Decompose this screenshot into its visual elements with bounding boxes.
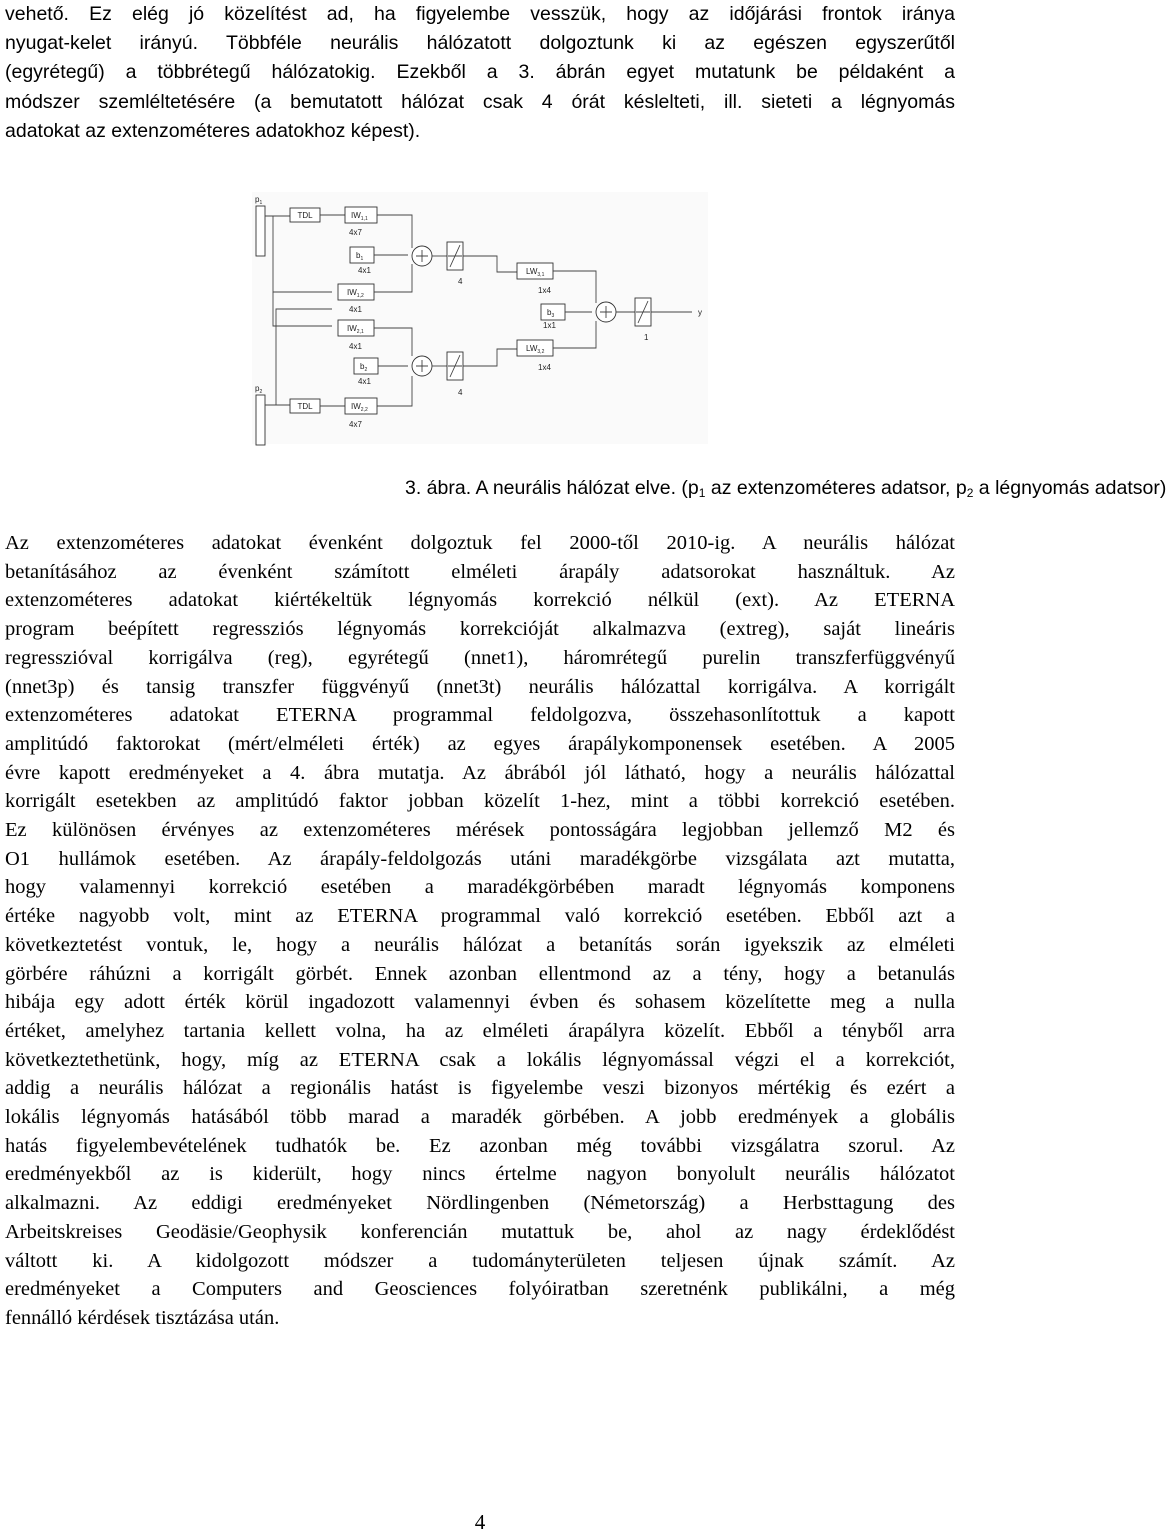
bias-b1-label: $b_1$ (356, 251, 364, 262)
body-line: extenzométeres adatokat kiértékeltük légnyomás korrekció nélkül (ext). Az ETERNA (5, 589, 955, 612)
weight-dim: 4x7 (349, 420, 362, 429)
intro-line: módszer szemléltetésére (a bemutatott hálózat csak 4 órát késlelteti, ill. sieteti a légnyomás (5, 90, 955, 113)
bias-b2-label: $b_2$ (360, 362, 368, 373)
weight-dim: 1x4 (538, 363, 551, 372)
weight-dim: 4x1 (349, 342, 362, 351)
body-line: program beépített regressziós légnyomás korrekcióját alkalmazva (extreg), saját lineáris (5, 618, 955, 641)
body-line: betanításához az évenként számított elméleti árapály adatsorokat használtuk. Az (5, 560, 955, 583)
weight-iw12-label: $IW_{1,2}$ (347, 288, 364, 299)
body-line: értéket, amelyhez tartania kellett volna, ha az elméleti árapályra közelít. Ebből a tényből arra (5, 1019, 955, 1042)
body-line: (nnet3p) és tansig transzfer függvényű (nnet3t) neurális hálózattal korrigálva. A korrigált (5, 675, 955, 698)
body-line: váltott ki. A kidolgozott módszer a tudományterületen teljesen újnak számít. Az (5, 1249, 955, 1272)
tdl-label: TDL (297, 402, 313, 411)
weight-iw22-label: $IW_{2,2}$ (351, 402, 368, 413)
weight-dim: 4x1 (349, 305, 362, 314)
neural-network-diagram (252, 192, 708, 444)
body-line: görbére ráhúzni a korrigált görbét. Ennek azonban ellentmond az a tény, hogy a betanulás (5, 962, 955, 985)
body-line: értéke nagyobb volt, mint az ETERNA programmal való korrekció esetében. Ebből azt a (5, 905, 955, 928)
body-line: hogy valamennyi korrekció esetében a maradékgörbében maradt légnyomás komponens (5, 876, 955, 899)
layer-size: 4 (458, 277, 463, 286)
body-line: Arbeitskreises Geodäsie/Geophysik konferencián mutattuk be, ahol az nagy érdeklődést (5, 1220, 955, 1243)
weight-dim: 1x4 (538, 286, 551, 295)
input-p2-label: $p_2$ (255, 384, 263, 395)
body-line: addig a neurális hálózat a regionális hatást is figyelembe veszi bizonyos mértékig és ezért a (5, 1077, 955, 1100)
input-p1-vector (256, 206, 265, 256)
body-line: amplitúdó faktorokat (mért/elméleti érték) az egyes árapálykomponensek esetében. A 2005 (5, 732, 955, 755)
weight-iw21-label: $IW_{2,1}$ (347, 324, 364, 335)
body-line: eredményeket a Computers and Geosciences folyóiratban szeretnénk publikálni, a még (5, 1278, 955, 1301)
body-line: lokális légnyomás hatásából több marad a maradék görbében. A jobb eredmények a globális (5, 1106, 955, 1129)
weight-dim: 4x1 (358, 377, 371, 386)
intro-line: nyugat-kelet irányú. Többféle neurális hálózatott dolgoztunk ki az egészen egyszerűtől (5, 32, 955, 55)
layer-size: 1 (644, 333, 649, 342)
body-paragraph (5, 529, 955, 1333)
weight-dim: 4x7 (349, 228, 362, 237)
body-line: O1 hullámok esetében. Az árapály-feldolgozás utáni maradékgörbe vizsgálata azt mutatta, (5, 847, 955, 870)
weight-lw31-label: $LW_{3,1}$ (526, 267, 545, 278)
figure-caption: 3. ábra. A neurális hálózat elve. ($p_1$ az extenzométeres adatsor, $p_2$ a légnyomás adatsor) (405, 477, 1166, 500)
intro-paragraph (5, 0, 955, 146)
body-line: következtetést vontuk, le, hogy a neurális hálózat a betanítás során igyekszik az elméleti (5, 933, 955, 956)
body-line: következtethetünk, hogy, míg az ETERNA csak a lokális légnyomással végzi el a korrekciót, (5, 1048, 955, 1071)
bias-b3-label: $b_3$ (547, 308, 555, 319)
intro-line: vehető. Ez elég jó közelítést ad, ha figyelembe vesszük, hogy az időjárási frontok iránya (5, 3, 955, 25)
weight-iw11-label: $IW_{1,1}$ (351, 211, 368, 222)
intro-line: adatokat az extenzométeres adatokhoz képest). (5, 119, 421, 142)
weight-dim: 4x1 (358, 266, 371, 275)
body-line: évre kapott eredményeket a 4. ábra mutatja. Az ábrából jól látható, hogy a neurális hálózattal (5, 761, 955, 784)
input-p1-label: $p_1$ (255, 195, 263, 206)
output-label: y (698, 308, 702, 317)
body-line: Ez különösen érvényes az extenzométeres mérések pontosságára legjobban jellemző M2 és (5, 819, 955, 842)
weight-lw32-label: $LW_{3,2}$ (526, 344, 545, 355)
body-line: fennálló kérdések tisztázása után. (5, 1306, 280, 1329)
body-line: eredményekből az is kiderült, hogy nincs értelme nagyon bonyolult neurális hálózatot (5, 1163, 955, 1186)
body-line: hatás figyelembevételének tudhatók be. Ez azonban még további vizsgálatra szorul. Az (5, 1134, 955, 1157)
body-line: regresszióval korrigálva (reg), egyrétegű (nnet1), háromrétegű purelin transzferfüggvényű (5, 646, 955, 669)
tdl-label: TDL (297, 211, 313, 220)
page-number: 4 (474, 1510, 486, 1534)
network-svg (252, 192, 708, 444)
weight-dim: 1x1 (543, 321, 556, 330)
body-line: extenzométeres adatokat ETERNA programmal feldolgozva, összehasonlítottuk a kapott (5, 704, 955, 727)
body-line: korrigált esetekben az amplitúdó faktor jobban közelít 1-hez, mint a többi korrekció esetében. (5, 790, 955, 813)
body-line: alkalmazni. Az eddigi eredményeket Nördlingenben (Németország) a Herbsttagung des (5, 1192, 955, 1215)
layer-size: 4 (458, 388, 463, 397)
body-line: hibája egy adott érték körül ingadozott valamennyi évben és sohasem közelítette meg a nulla (5, 991, 955, 1014)
body-line: Az extenzométeres adatokat évenként dolgoztuk fel 2000-től 2010-ig. A neurális hálózat (5, 532, 955, 554)
intro-line: (egyrétegű) a többrétegű hálózatokig. Ezekből a 3. ábrán egyet mutatunk be példaként a (5, 61, 955, 84)
input-p2-vector (256, 395, 265, 445)
